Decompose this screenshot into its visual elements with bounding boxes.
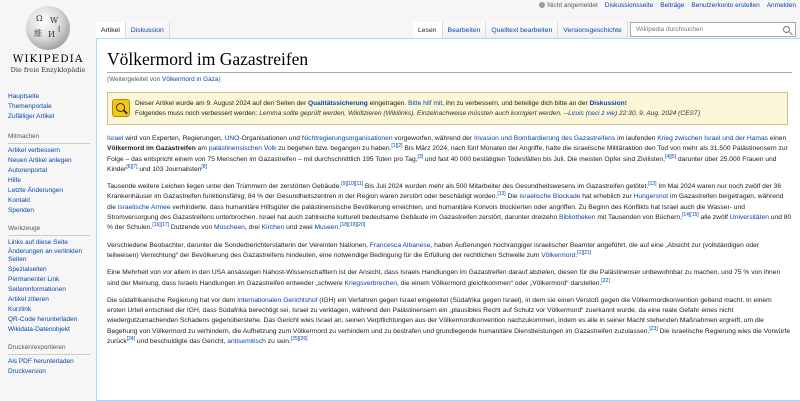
reference-link[interactable]: [18][19][20] [340, 222, 366, 229]
qa-text: Dieser Artikel wurde am 9. August 2024 auf den Seiten der [135, 100, 309, 107]
sidebar-item-wikidata[interactable]: Wikidata-Datenobjekt [8, 326, 70, 333]
reference-link[interactable]: [16][17] [152, 222, 170, 229]
text: zu sein. [265, 338, 291, 346]
qa-line-1 [135, 99, 780, 109]
text: im Gazastreifen beigetragen, während die [107, 193, 784, 211]
qa-timestamp: ) 22:30, 9. Aug. 2024 (CEST) [614, 110, 701, 117]
not-logged-in [539, 2, 598, 9]
qa-text: ( [583, 110, 588, 117]
text: mit Tausenden von Büchern, [595, 214, 682, 222]
text: vorgeworfen, während der [392, 135, 474, 142]
redirect-prefix: (Weitergeleitet von [107, 76, 162, 83]
reference-link[interactable]: [13] [497, 191, 506, 198]
text: und 80 % der Schulen. [107, 214, 792, 232]
inline-link[interactable]: palästinensischen Volk [208, 145, 277, 153]
paragraph-3 [107, 241, 792, 262]
qa-link[interactable]: Qualitätssicherung [308, 100, 368, 107]
text: Die [505, 193, 520, 201]
inline-link[interactable]: UNO [224, 135, 240, 142]
text: und fast 40 000 bestätigten Todesfällen bis Juli. Die meisten Opfer sind Zivilisten, [423, 155, 665, 163]
personal-talk-link[interactable]: Diskussionsseite [604, 1, 654, 9]
search-placeholder: Wikipedia durchsuchen [636, 26, 704, 33]
reference-link[interactable]: [22] [601, 277, 610, 284]
text: , haben Äußerungen hochrangiger israelischer Beamter angeführt, die auf eine „Absicht zur (vollständigen oder teilweisen) Vernichtung“ der Bevölkerung des Gazastreifens hindeuten, eine notwendige Bedingung für die Erfüllung der rechtlichen Schwelle zum [107, 241, 760, 259]
not-logged-in-label: Nicht angemeldet [547, 1, 598, 9]
sidebar-item-pdf[interactable]: Als PDF herunterladen [8, 358, 74, 365]
bold-term: Völkermord im Gazastreifen [107, 145, 196, 153]
sidebar-item-improve[interactable]: Artikel verbessern [8, 147, 61, 154]
inline-link[interactable]: Krieg zwischen Israel und der Hamas [657, 135, 769, 142]
inline-link[interactable]: israelische Armee [117, 203, 171, 211]
sidebar-item-author-portal[interactable]: Autorenportal [8, 167, 48, 174]
text: am [195, 145, 209, 153]
sidebar-item-help[interactable]: Hilfe [8, 177, 22, 184]
inline-link[interactable]: Kirchen [261, 224, 285, 232]
reference-link[interactable]: [8] [201, 163, 207, 170]
login-link[interactable]: Anmelden [766, 1, 796, 9]
sidebar-item-main-page[interactable]: Hauptseite [8, 93, 40, 100]
sidebar-item-whatlinkshere[interactable]: Links auf diese Seite [8, 239, 68, 246]
tab-article[interactable]: Artikel [96, 22, 126, 39]
reference-link[interactable]: [1][21] [577, 249, 592, 256]
text: wird von Experten, Regierungen, [123, 135, 225, 142]
text: und 103 Journalisten [137, 165, 202, 173]
text: Dutzende von [169, 224, 215, 232]
inline-link[interactable]: Internationalen Gerichtshof [237, 296, 318, 304]
content-area [96, 38, 800, 401]
tab-history[interactable]: Versionsgeschichte [558, 22, 628, 39]
reference-link[interactable]: [12] [648, 180, 657, 187]
personal-tools [539, 0, 796, 10]
reference-link[interactable]: [25][26] [290, 335, 308, 342]
sidebar-heading-werkzeuge: Werkzeuge [8, 224, 90, 236]
text: einen [768, 135, 787, 142]
reference-link[interactable]: [23] [649, 325, 658, 332]
paragraph-2 [107, 182, 792, 233]
text: Tausende weitere Leichen liegen unter den Trümmern der zerstörten Gebäude. [107, 183, 342, 191]
discussion-link[interactable]: Diskussion! [589, 100, 627, 107]
text: zu begehen bzw. begangen zu haben. [276, 145, 392, 153]
text: Eine Mehrheit von vor allem in den USA ansässigen Nahost-Wissenschaftlern ist der Ansicht, dass Israels Handlungen im Gazastreifen darauf abzielen, diesen für die Palästinenser unbewohnbar zu machen, und 75 % von ihnen sind der Meinung, dass Israels Handlungen im Gazastreifen entweder „schwere [107, 269, 781, 287]
view-tabs [413, 22, 628, 39]
text: . [575, 251, 578, 259]
inline-link[interactable]: Moscheen [214, 224, 245, 232]
reference-link[interactable]: [24] [126, 335, 136, 342]
inline-link[interactable]: israelische Blockade [519, 193, 581, 201]
text: (IGH) ein Verfahren gegen Israel eingeleitet (Südafrika gegen Israel), in dem sie einen Verstoß gegen die Völkermordkonvention geltend macht. In einem ersten Urteil entschied der IGH, dass Südafrika berechtigt sei, Israel zu verklagen, während den Palästinensern ein „plausibles Recht auf Schutz vor Völkermord“ zuerkannt wurde, da eine reale Gefahr eines nicht wiedergutzumachenden Schadens gegenüberstehe. Das Gericht wies Israel an, seinen Verpflichtungen aus der Völkermordkonvention nachzukommen, indem es alle in seiner Macht stehenden Maßnahmen ergreift, um die Begehung von Völkermord zu verhindern, die Aufhetzung zum Völkermord zu verhindern und zu bestrafen und grundlegende humanitäre Dienstleistungen im Gazastreifen zuzulassen. [107, 296, 772, 335]
qa-text: Folgendes muss noch verbessert werden: [135, 110, 260, 117]
puzzle-globe-icon: Ω W 維 И ا [26, 6, 70, 50]
text: , drei [244, 224, 262, 232]
inline-link[interactable]: Bibliotheken [559, 214, 596, 222]
sidebar-item-shortlink[interactable]: Kurzlink [8, 306, 32, 313]
tab-discussion[interactable]: Diskussion [126, 22, 170, 39]
text: im laufenden [615, 135, 658, 142]
sidebar-item-special-pages[interactable]: Spezialseiten [8, 266, 47, 273]
sidebar-item-related-changes[interactable]: Änderungen an verlinkten Seiten [8, 248, 83, 263]
inline-link[interactable]: Israel [107, 135, 124, 142]
text: Bis März 2024, nach fünf Monaten der Angriffe, hatte die israelische Militäraktion den Tod von mehr als 31.500 Palästinensern zur Folge – das entspricht einem von 75 Menschen im Gazastreifen – mit durchschnittlich 195 Toten pro Tag, [107, 145, 788, 163]
sidebar-navigation [0, 92, 96, 122]
sidebar-heading-mitmachen: Mitmachen [8, 132, 90, 144]
qa-text: , ihn zu verbessern, und beteilige dich bitte an der [442, 100, 590, 107]
sidebar-item-permalink[interactable]: Permanenter Link [8, 276, 60, 283]
text: Bis Juli 2024 wurden mehr als 500 Mitarbeiter des Gesundheitswesens im Gazastreifen getötet. [363, 183, 649, 191]
user-link[interactable]: Liruis [568, 110, 584, 117]
text: Im Mai 2024 waren nur noch zwölf der 36 Krankenhäuser im Gazastreifen funktionsfähig; 84 % der Gesundheitszentren in der Region waren zerstört oder beschädigt worden. [107, 183, 782, 201]
text: Die israelische Regierung wies die Vorwürfe zurück [107, 327, 791, 346]
inline-link[interactable]: Francesca Albanese [369, 241, 431, 249]
text: -Organisationen und [239, 135, 302, 142]
sidebar-item-cite[interactable]: Artikel zitieren [8, 296, 49, 303]
sidebar-item-contact[interactable]: Kontakt [8, 197, 31, 204]
reference-link[interactable]: [14][15] [681, 211, 699, 218]
inline-link[interactable]: Invasion und Bombardierung des Gazastreifens [473, 135, 616, 142]
sidebar-print-export [0, 343, 96, 377]
tab-read[interactable]: Lesen [413, 22, 443, 39]
text: Die südafrikanische Regierung hat vor dem [107, 296, 238, 304]
inline-link[interactable]: Hungersnot [633, 193, 669, 201]
sidebar [0, 92, 96, 383]
inline-link[interactable]: Völkermord [541, 251, 576, 259]
inline-link[interactable]: Nichtregierungsorganisationen [301, 135, 393, 142]
user-talk-link[interactable]: ceci ż vie [587, 110, 615, 117]
text: alle zwölf [698, 214, 730, 222]
sidebar-item-new-article[interactable]: Neuen Artikel anlegen [8, 157, 72, 164]
reference-link[interactable]: [6][7] [126, 163, 138, 170]
inline-link[interactable]: Kriegsverbrechen [344, 279, 397, 287]
sidebar-item-print[interactable]: Druckversion [8, 368, 46, 375]
namespace-tabs [96, 22, 170, 39]
text: , die einem Völkermord gleichkommen“ oder „Völkermord“ darstellen. [396, 279, 602, 287]
inline-link[interactable]: antisemitisch [227, 338, 266, 346]
create-account-link[interactable]: Benutzerkonto erstellen [691, 1, 760, 9]
text: darunter über 25.000 Frauen und Kinder [107, 155, 777, 173]
sidebar-item-recent-changes[interactable]: Letzte Änderungen [8, 187, 63, 194]
quality-assurance-box [107, 92, 788, 125]
help-link[interactable]: Bitte hilf mit [408, 100, 443, 107]
sidebar-heading-print: Drucken/exportieren [8, 343, 90, 355]
sidebar-item-page-info[interactable]: Seiteninformationen [8, 286, 66, 293]
magnifier-icon [112, 99, 130, 117]
text: und beschuldigte das Gericht, [135, 338, 228, 346]
sidebar-item-donate[interactable]: Spenden [8, 207, 35, 214]
tab-edit-source[interactable]: Quelltext bearbeiten [486, 22, 558, 39]
text: Verschiedene Beobachter, darunter die Sonderberichterstatterin der Vereinten Nationen, [107, 241, 370, 249]
tab-edit[interactable]: Bearbeiten [443, 22, 487, 39]
redirect-source-link[interactable]: Völkermord in Gaza [161, 76, 219, 83]
sidebar-item-portals[interactable]: Themenportale [8, 103, 52, 110]
inline-link[interactable]: Museen [314, 224, 339, 232]
search-icon[interactable] [783, 26, 790, 33]
reference-link[interactable]: [4][5] [664, 153, 677, 160]
user-icon [539, 2, 545, 8]
text: und zwei [284, 224, 315, 232]
text: . [338, 224, 341, 232]
search-input[interactable] [630, 22, 796, 37]
sidebar-mitmachen [0, 132, 96, 216]
personal-contributions-link[interactable]: Beiträge [660, 1, 685, 9]
redirect-suffix: ) [218, 76, 221, 83]
sidebar-item-qr-code[interactable]: QR-Code herunterladen [8, 316, 78, 323]
wikipedia-logo[interactable] [0, 0, 96, 90]
reference-link[interactable]: [9][10][11] [341, 180, 364, 187]
paragraph-5 [107, 296, 792, 347]
qa-reason: Lemma sollte geprüft werden, Wikifizieren (Wikilinks), Einzelnachweise müssten auch korrigiert werden. -- [259, 110, 569, 117]
qa-text: eingetragen. [367, 100, 409, 107]
page-title: Völkermord im Gazastreifen [107, 49, 792, 73]
redirect-notice [107, 76, 792, 83]
paragraph-1 [107, 134, 792, 175]
reference-link[interactable]: [1][2] [391, 143, 403, 150]
inline-link[interactable]: Universitäten [729, 214, 769, 222]
logo-tagline: Die freie Enzyklopädie [10, 66, 86, 74]
article-body [107, 134, 792, 347]
paragraph-4 [107, 268, 792, 289]
text: verhinderte, dass humanitäre Hilfsgüter die palästinensische Bevölkerung erreichten, und humanitäre Konvois blockierten oder angriffen. Zu Beginn des Konflikts hat Israel auch die Wasser- und Stromversorgung des Gazastreifens unterbrochen. Israel hat auch zahlreiche kulturell bedeutsame Gebäude im Gazastreifen zerstört, darunter dreizehn [107, 203, 745, 222]
sidebar-item-random[interactable]: Zufälliger Artikel [8, 113, 55, 120]
qa-line-2 [135, 109, 780, 119]
logo-wordmark: WIKIPEDIA [12, 53, 84, 65]
sidebar-werkzeuge [0, 224, 96, 335]
reference-link[interactable]: [3] [417, 153, 424, 160]
text: hat erheblich zur [580, 193, 634, 201]
